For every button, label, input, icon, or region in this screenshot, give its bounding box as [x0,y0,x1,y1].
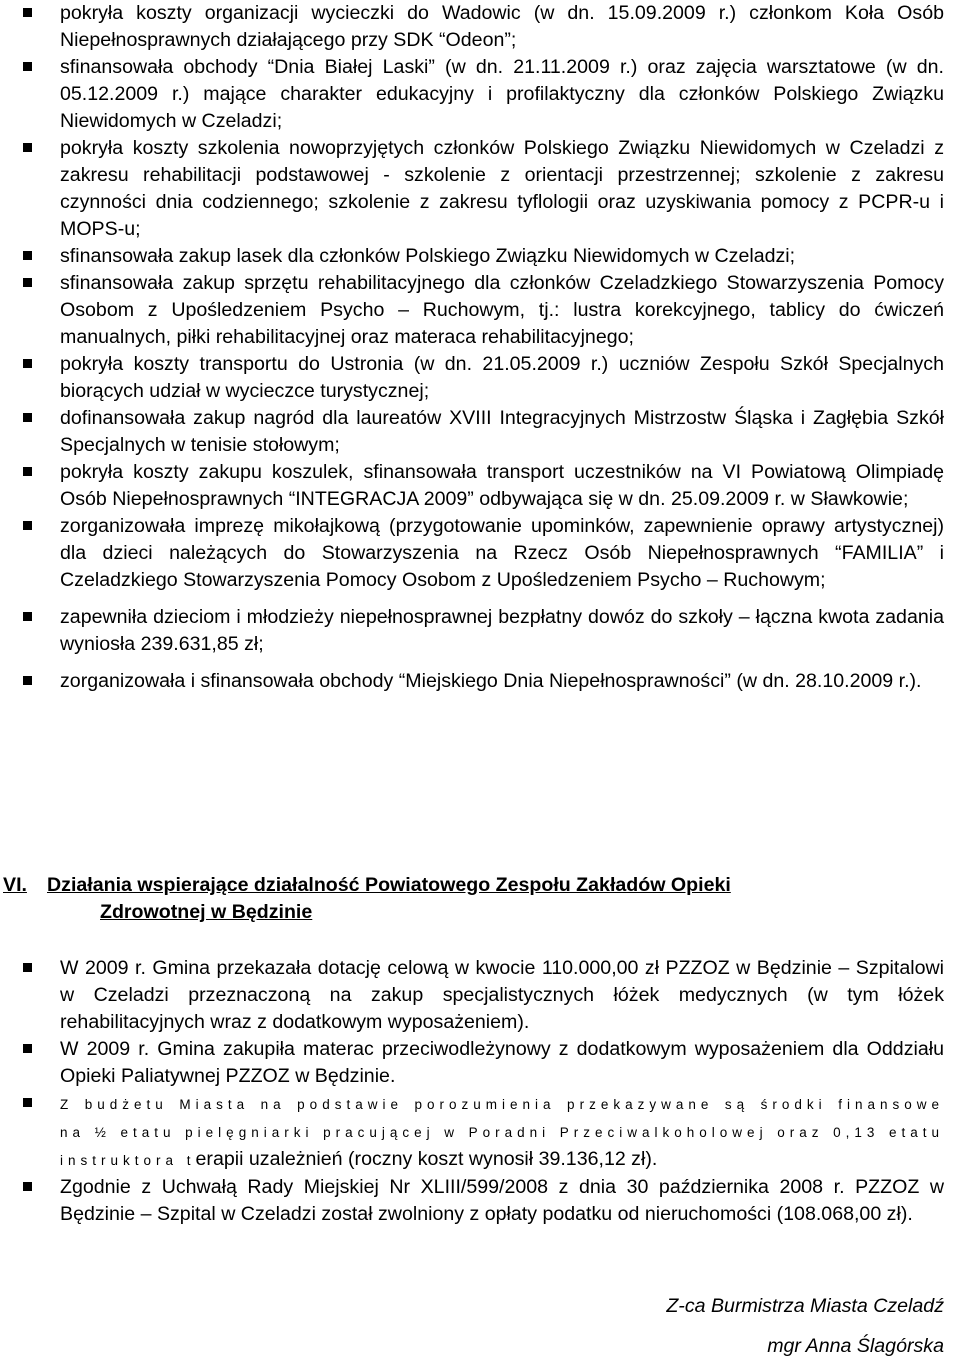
section-title-line1: Działania wspierające działalność Powiatowego Zespołu Zakładów Opieki [47,874,731,896]
square-bullet-icon [23,676,32,685]
list-item: Zgodnie z Uchwałą Rady Miejskiej Nr XLIII/599/2008 z dnia 30 października 2008 r. PZZOZ w Będzinie – Szpital w Czeladzi został zwolniony z opłaty podatku od nieruchomości (108.068,00 zł). [0,1174,960,1228]
section-title-line2: Zdrowotnej w Będzinie [100,901,313,923]
square-bullet-icon [23,251,32,260]
list-item: pokryła koszty szkolenia nowoprzyjętych członków Polskiego Związku Niewidomych w Czeladzi z zakresu rehabilitacji podstawowej - szkolenie z orientacji przestrzennej; szkolenie z zakresu czynności dnia codziennego; szkolenie z zakresu tyflologii oraz uzyskiwania pomocy z PCPR-u i MOPS-u; [0,135,960,243]
square-bullet-icon [23,359,32,368]
list-item: dofinansowała zakup nagród dla laureatów XVIII Integracyjnych Mistrzostw Śląska i Zagłębia Szkół Specjalnych w tenisie stołowym; [0,405,960,459]
square-bullet-icon [23,612,32,621]
spaced-text: Z budżetu Miasta na podstawie porozumienia przekazywane są środki finansowe na ½ etatu pielęgniarki pracującej w Poradni Przeciwalkoholowej oraz 0,13 etatu instruktora t [60,1097,944,1168]
square-bullet-icon [23,467,32,476]
list-item: W 2009 r. Gmina przekazała dotację celową w kwocie 110.000,00 zł PZZOZ w Będzinie – Szpitalowi w Czeladzi przeznaczoną na zakup specjalistycznych łóżek medycznych (w tym łóżek rehabilitacyjnych wraz z dodatkowym wyposażeniem). [0,955,960,1036]
list-item: zorganizowała i sfinansowała obchody “Miejskiego Dnia Niepełnosprawności” (w dn. 28.10.2009 r.). [0,668,960,695]
signature-title: Z-ca Burmistrza Miasta Czeladź [666,1295,944,1317]
square-bullet-icon [23,1182,32,1191]
list-item: sfinansowała zakup sprzętu rehabilitacyjnego dla członków Czeladzkiego Stowarzyszenia Pomocy Osobom z Upośledzeniem Psycho – Ruchowym, tj.: lustra korekcyjnego, tablicy do ćwiczeń manualnych, piłki rehabilitacyjnej oraz materaca rehabilitacyjnego; [0,270,960,351]
list-item: sfinansowała zakup lasek dla członków Polskiego Związku Niewidomych w Czeladzi; [0,243,960,270]
list-item: pokryła koszty organizacji wycieczki do Wadowic (w dn. 15.09.2009 r.) członkom Koła Osób Niepełnosprawnych działającego przy SDK “Odeon”; [0,0,960,54]
list-item: zapewniła dzieciom i młodzieży niepełnosprawnej bezpłatny dowóz do szkoły – łączna kwota zadania wyniosła 239.631,85 zł; [0,604,960,658]
square-bullet-icon [23,62,32,71]
list-item: Z budżetu Miasta na podstawie porozumienia przekazywane są środki finansowe na ½ etatu pielęgniarki pracującej w Poradni Przeciwalkoholowej oraz 0,13 etatu instruktora terapii uzależnień (roczny koszt wynosił 39.136,12 zł). [0,1090,960,1174]
pzzoz-support-list [0,955,960,1228]
list-item: pokryła koszty transportu do Ustronia (w dn. 21.05.2009 r.) uczniów Zespołu Szkół Specjalnych biorących udział w wycieczce turystycznej; [0,351,960,405]
list-item: zorganizowała imprezę mikołajkową (przygotowanie upominków, zapewnienie oprawy artystycznej) dla dzieci należących do Stowarzyszenia na Rzecz Osób Niepełnosprawnych “FAMILIA” i Czeladzkiego Stowarzyszenia Pomocy Osobom z Upośledzeniem Psycho – Ruchowym; [0,513,960,594]
square-bullet-icon [23,1044,32,1053]
square-bullet-icon [23,143,32,152]
square-bullet-icon [23,521,32,530]
list-item: sfinansowała obchody “Dnia Białej Laski” (w dn. 21.11.2009 r.) oraz zajęcia warsztatowe (w dn. 05.12.2009 r.) mające charakter edukacyjny i profilaktyczny dla członków Polskiego Związku Niewidomych w Czeladzi; [0,54,960,135]
square-bullet-icon [23,278,32,287]
square-bullet-icon [23,963,32,972]
signature-name: mgr Anna Ślagórska [767,1335,944,1357]
square-bullet-icon [23,8,32,17]
square-bullet-icon [23,413,32,422]
list-item: W 2009 r. Gmina zakupiła materac przeciwodleżynowy z dodatkowym wyposażeniem dla Oddziału Opieki Paliatywnej PZZOZ w Będzinie. [0,1036,960,1090]
square-bullet-icon [23,1098,32,1107]
section-number: VI. [3,874,27,896]
list-item: pokryła koszty zakupu koszulek, sfinansowała transport uczestników na VI Powiatową Olimpiadę Osób Niepełnosprawnych “INTEGRACJA 2009” odbywająca się w dn. 25.09.2009 r. w Sławkowie; [0,459,960,513]
